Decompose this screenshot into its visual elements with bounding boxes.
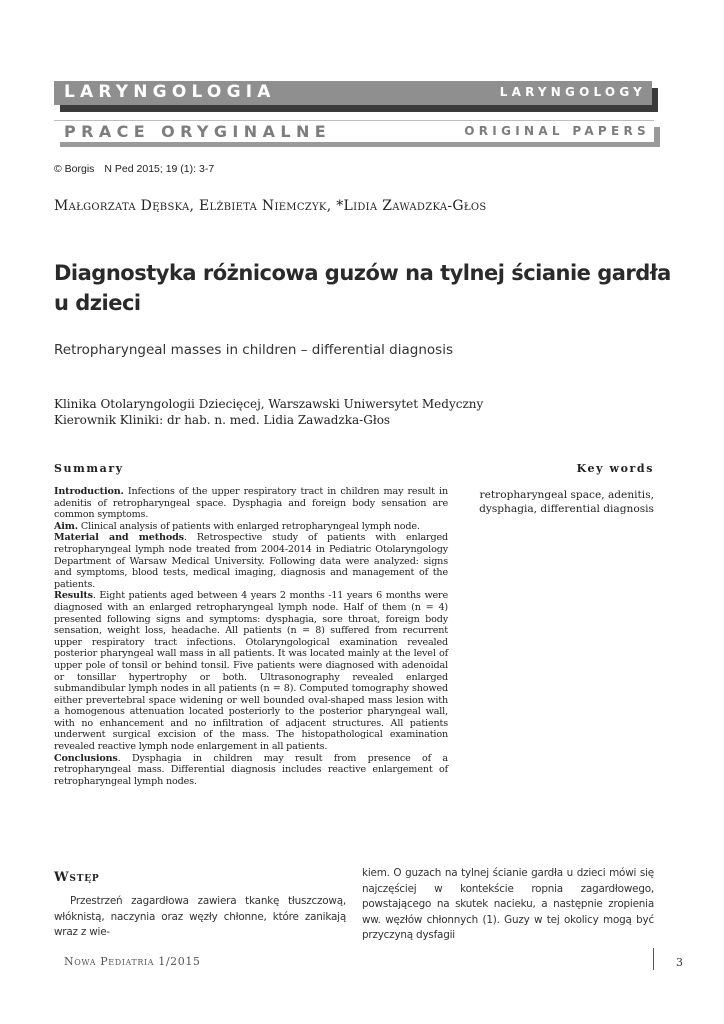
affiliation-institution: Klinika Otolaryngologii Dziecięcej, Warszawski Uniwersytet Medyczny: [54, 397, 484, 411]
keywords-heading: Key words: [576, 462, 654, 475]
abstract-introduction: Introduction. Infections of the upper respiratory tract in children may result in adenitis of retropharyngeal space. Dysphagia and foreign body sensation are common symptoms.: [54, 486, 448, 521]
abstract: [54, 486, 448, 787]
section-header-bar: [54, 81, 652, 105]
abstract-label: Results: [54, 590, 93, 602]
publisher: © Borgis: [54, 163, 95, 175]
abstract-aim: Aim. Clinical analysis of patients with enlarged retropharyngeal lymph node.: [54, 520, 420, 532]
type-label-en: ORIGINAL PAPERS: [464, 124, 650, 138]
section-label-en: LARYNGOLOGY: [499, 85, 646, 99]
affiliation-head: Kierownik Kliniki: dr hab. n. med. Lidia Zawadzka-Głos: [54, 413, 391, 427]
section-label-pl: LARYNGOLOGIA: [64, 82, 276, 102]
affiliation: [54, 396, 483, 428]
body-column-right: kiem. O guzach na tylnej ścianie gardła u dzieci mówi się najczęściej w kontekście ropnia zagardłowego, powstającego na skutek nacieku, a następnie zropienia ww. węzłów chłonnych (1). Guzy w tej okolicy mogą być przyczyną dysfagii: [362, 867, 654, 941]
abstract-results: Results. Eight patients aged between 4 years 2 months -11 years 6 months were diagnosed with an enlarged retropharyngeal lymph node. Half of them (n = 4) presented following signs and symptoms: dysphagia, sore throat, foreign body sensation, weight loss, headache. All patients (n = 8) suffered from recurrent upper respiratory tract infections. Otolaryngological examination revealed posterior pharyngeal wall mass in all patients. It was located mainly at the level of upper pole of tonsil or behind tonsil. Five patients were diagnosed with adenoidal or tonsillar hypertrophy or both. Ultrasonography revealed enlarged submandibular lymph nodes in all patients (n = 8). Computed tomography showed either prevertebral space widening or well bounded oval-shaped mass lesion with a homogenous attenuation located posteriorly to the posterior pharyngeal wall, with no enhancement and no infiltration of adjacent structures. All patients underwent surgical excision of the mass. The histopathological examination revealed reactive lymph node enlargement in all patients.: [54, 590, 448, 753]
abstract-methods: Material and methods. Retrospective study of patients with enlarged retropharyngeal lymph node treated from 2004-2014 in Pediatric Otolaryngology Department of Warsaw Medical University. Following data were analyzed: signs and symptoms, blood tests, medical imaging, diagnosis and management of the patients.: [54, 532, 448, 590]
introduction-heading: Wstęp: [54, 870, 100, 885]
type-label-pl: PRACE ORYGINALNE: [64, 122, 332, 141]
abstract-label: Conclusions: [54, 752, 118, 764]
footer-divider: [653, 948, 654, 970]
abstract-label: Material and methods: [54, 532, 184, 544]
footer-journal: Nowa Pediatria 1/2015: [64, 955, 201, 968]
keywords-text: retropharyngeal space, adenitis, dysphagia, differential diagnosis: [479, 489, 654, 515]
abstract-conclusions: Conclusions. Dysphagia in children may result from presence of a retropharyngeal mass. Differential diagnosis includes reactive enlargement of retropharyngeal lymph nodes.: [54, 752, 448, 787]
page-number: 3: [676, 956, 683, 969]
abstract-label: Aim.: [54, 520, 78, 532]
abstract-label: Introduction.: [54, 486, 124, 497]
body-column-left: Przestrzeń zagardłowa zawiera tkankę tłuszczową, włóknistą, naczynia oraz węzły chłonne, które zanikają wraz z wie-: [54, 895, 346, 938]
summary-heading: Summary: [54, 462, 124, 475]
citation: N Ped 2015; 19 (1): 3-7: [104, 163, 215, 175]
type-header-bar: [54, 120, 654, 142]
authors: Małgorzata Dębska, Elżbieta Niemczyk, *Lidia Zawadzka-Głos: [54, 198, 487, 214]
article-title-en: Retropharyngeal masses in children – differential diagnosis: [54, 342, 453, 358]
article-title-pl: Diagnostyka różnicowa guzów na tylnej ścianie gardła u dzieci: [54, 261, 671, 315]
journal-citation-line: [54, 163, 214, 175]
